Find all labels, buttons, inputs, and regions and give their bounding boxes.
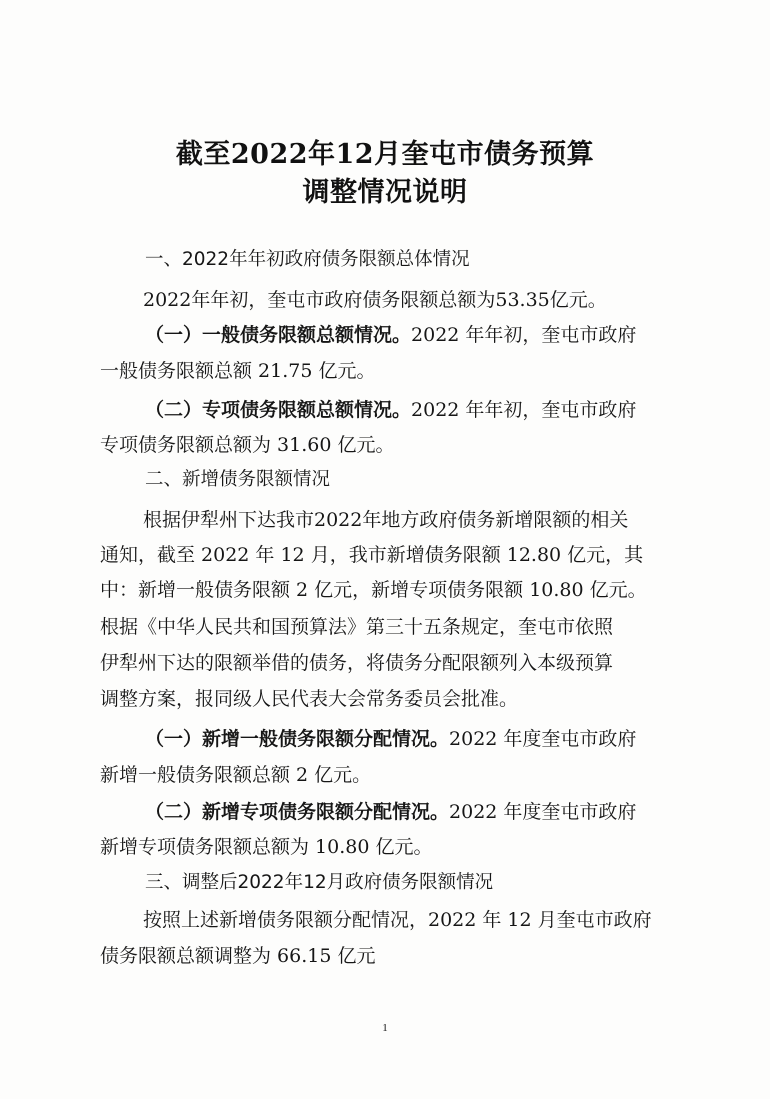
section-1-sub-2-line-1 [145,398,636,422]
section-1-sub-1-line-2: 一般债务限额总额 21.75 亿元。 [100,360,376,382]
section-2-heading: 二、新增债务限额情况 [145,469,331,490]
section-2-sub-1-line-1 [145,727,636,751]
section-1-sub-1-text: 2022 年年初，奎屯市政府 [411,324,637,346]
section-3-paragraph-line-2: 债务限额总额调整为 66.15 亿元 [100,945,376,967]
document-title-line-1: 截至2022年12月奎屯市债务预算 [175,139,595,170]
section-2-sub-2-line-2: 新增专项债务限额总额为 10.80 亿元。 [100,836,433,858]
section-2-paragraph-line-4: 根据《中华人民共和国预算法》第三十五条规定，奎屯市依照 [100,616,614,638]
section-3-paragraph-line-1: 按照上述新增债务限额分配情况，2022 年 12 月奎屯市政府 [143,909,652,931]
section-2-sub-2-heading: （二）新增专项债务限额分配情况。 [145,801,450,823]
section-2-paragraph-line-5: 伊犁州下达的限额举借的债务，将债务分配限额列入本级预算 [100,652,614,674]
section-2-sub-1-line-2: 新增一般债务限额总额 2 亿元。 [100,764,372,786]
section-1-sub-2-text: 2022 年年初，奎屯市政府 [411,399,637,421]
section-2-paragraph-line-6: 调整方案，报同级人民代表大会常务委员会批准。 [100,688,519,710]
section-1-heading: 一、2022年年初政府债务限额总体情况 [145,249,470,270]
document-title-line-2: 调整情况说明 [302,177,468,208]
section-2-paragraph-line-1: 根据伊犁州下达我市2022年地方政府债务新增限额的相关 [143,509,629,531]
section-1-sub-2-line-2: 专项债务限额总额为 31.60 亿元。 [100,434,395,456]
section-2-paragraph-line-3: 中：新增一般债务限额 2 亿元，新增专项债务限额 10.80 亿元。 [100,579,647,601]
section-2-sub-2-line-1 [145,800,636,824]
section-1-sub-1-line-1 [145,323,636,347]
section-1-paragraph: 2022年年初，奎屯市政府债务限额总额为53.35亿元。 [143,289,607,311]
section-2-sub-1-text: 2022 年度奎屯市政府 [449,728,637,750]
section-2-paragraph-line-2: 通知，截至 2022 年 12 月，我市新增债务限额 12.80 亿元，其 [100,544,644,566]
section-3-heading: 三、调整后2022年12月政府债务限额情况 [145,872,494,893]
page-number: 1 [382,1022,388,1034]
section-1-sub-1-heading: （一）一般债务限额总额情况。 [145,324,412,346]
section-1-sub-2-heading: （二）专项债务限额总额情况。 [145,399,412,421]
section-2-sub-2-text: 2022 年度奎屯市政府 [449,801,637,823]
section-2-sub-1-heading: （一）新增一般债务限额分配情况。 [145,728,450,750]
